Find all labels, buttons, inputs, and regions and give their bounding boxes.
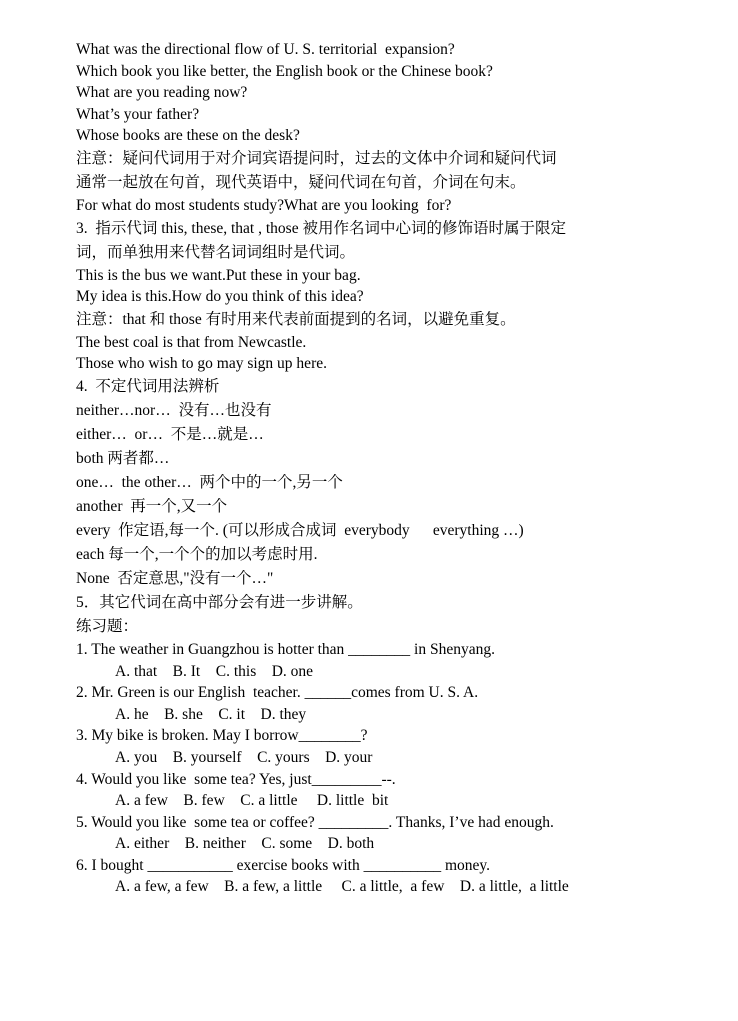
text-line: either… or… 不是…就是… <box>76 425 264 443</box>
section-heading: 5．其它代词在高中部分会有进一步讲解。 <box>76 593 363 611</box>
question: 3. My bike is broken. May I borrow________? <box>76 727 368 745</box>
text-line: neither…nor… 没有…也没有 <box>76 401 272 419</box>
text-line: Whose books are these on the desk? <box>76 127 300 145</box>
text-line: For what do most students study?What are you looking for? <box>76 196 452 214</box>
answer-options: A. you B. yourself C. yours D. your <box>115 748 373 766</box>
text-line: None 否定意思,"没有一个…" <box>76 569 274 587</box>
answer-options: A. a few, a few B. a few, a little C. a little, a few D. a little, a little <box>115 878 569 896</box>
text-line: What are you reading now? <box>76 84 248 102</box>
document-page <box>76 39 696 898</box>
text-line: another 再一个,又一个 <box>76 497 228 515</box>
question: 5. Would you like some tea or coffee? _________. Thanks, I’ve had enough. <box>76 813 554 831</box>
text-line: The best coal is that from Newcastle. <box>76 333 307 351</box>
text-line: This is the bus we want.Put these in your bag. <box>76 266 361 284</box>
text-line: one… the other… 两个中的一个,另一个 <box>76 473 343 491</box>
text-line: each 每一个,一个个的加以考虑时用. <box>76 545 318 563</box>
text-line: What’s your father? <box>76 105 200 123</box>
question: 1. The weather in Guangzhou is hotter than ________ in Shenyang. <box>76 640 495 658</box>
exercise-heading: 练习题： <box>76 617 139 635</box>
text-line: My idea is this.How do you think of this idea? <box>76 288 364 306</box>
text-line: Those who wish to go may sign up here. <box>76 355 327 373</box>
answer-options: A. a few B. few C. a little D. little bit <box>115 792 389 810</box>
text-line: Which book you like better, the English book or the Chinese book? <box>76 62 493 80</box>
question: 2. Mr. Green is our English teacher. ______comes from U. S. A. <box>76 684 479 702</box>
text-line: every 作定语,每一个. (可以形成合成词 everybody everything …) <box>76 521 524 539</box>
answer-options: A. he B. she C. it D. they <box>115 705 307 723</box>
section-heading: 3. 指示代词 this, these, that , those 被用作名词中心词的修饰语时属于限定 <box>76 219 566 237</box>
note-line: 注意：疑问代词用于对介词宾语提问时，过去的文体中介词和疑问代词 <box>76 149 557 167</box>
text-line: 词，而单独用来代替名词词组时是代词。 <box>76 243 356 261</box>
question: 4. Would you like some tea? Yes, just_________--. <box>76 770 396 788</box>
note-line: 注意：that 和 those 有时用来代表前面提到的名词，以避免重复。 <box>76 310 516 328</box>
text-line: What was the directional flow of U. S. territorial expansion? <box>76 41 455 58</box>
answer-options: A. that B. It C. this D. one <box>115 662 314 680</box>
question: 6. I bought ___________ exercise books with __________ money. <box>76 856 491 874</box>
section-heading: 4. 不定代词用法辨析 <box>76 377 220 395</box>
note-line: 通常一起放在句首，现代英语中，疑问代词在句首，介词在句末。 <box>76 173 526 191</box>
text-line: both 两者都… <box>76 449 170 467</box>
answer-options: A. either B. neither C. some D. both <box>115 835 375 853</box>
